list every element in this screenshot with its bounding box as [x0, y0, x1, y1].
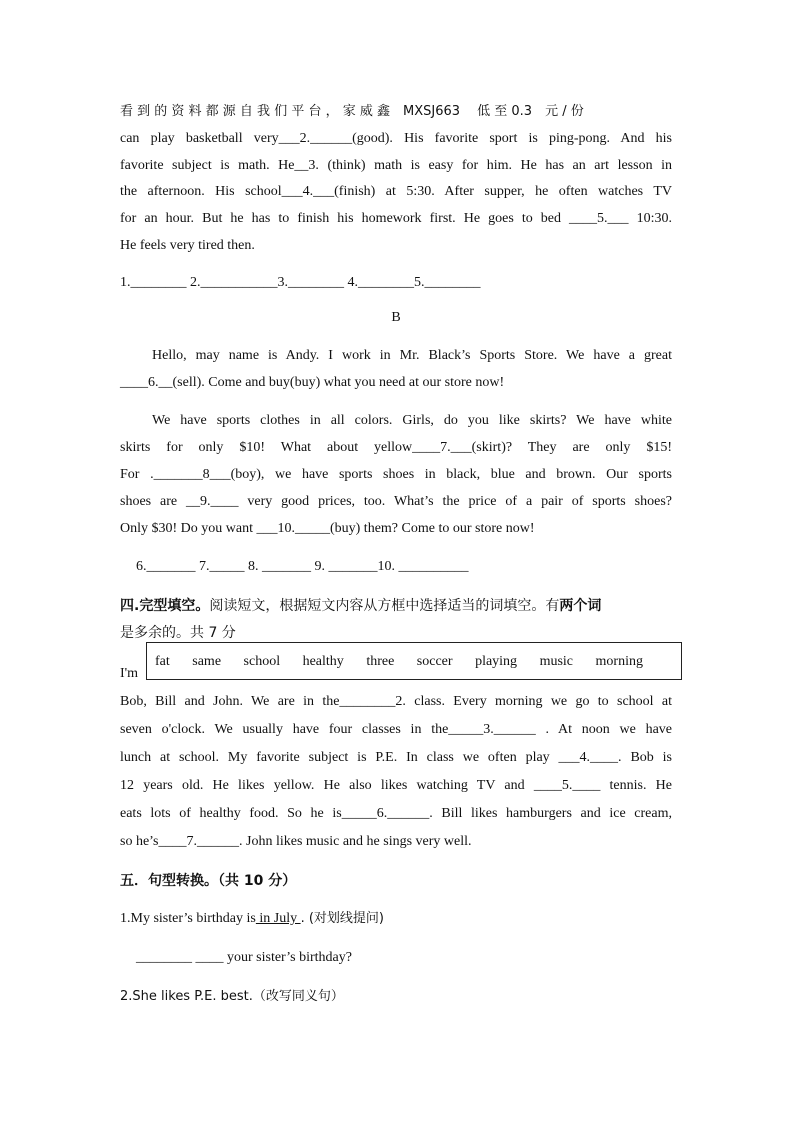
section-4-title-text: 阅读短文，根据短文内容从方框中选择适当的词填空。有 [209, 598, 560, 614]
passage-b-line: For ._______8___(boy), we have sports shoes in black, blue and brown. Our sports [120, 467, 672, 482]
word-bank-item: playing [475, 654, 518, 669]
section-4-title-bold: 四.完型填空。 [120, 598, 210, 614]
question-2: 2.She likes P.E. best.（改写同义句） [120, 989, 344, 1004]
word-bank-item: soccer [416, 654, 453, 669]
answer-blanks-b: 6._______ 7._____ 8. _______ 9. _______10. __________ [136, 559, 469, 574]
word-bank-item: school [243, 654, 281, 669]
question-1-suffix: . (对划线提问) [300, 911, 385, 926]
passage-c-line: seven o'clock. We usually have four classes in the_____3.______ . At noon we have [120, 722, 672, 737]
passage-b-line: Hello, may name is Andy. I work in Mr. Black’s Sports Store. We have a great [152, 348, 672, 363]
passage-a-line: can play basketball very___2.______(good). His favorite sport is ping-pong. And his [120, 131, 672, 146]
passage-a-line: the afternoon. His school___4.___(finish) at 5:30. After supper, he often watches TV [120, 184, 672, 199]
word-bank-item: music [539, 654, 574, 669]
passage-c-line: Bob, Bill and John. We are in the________2. class. Every morning we go to school at [120, 694, 672, 709]
word-bank-item: healthy [302, 654, 344, 669]
question-1-prefix: 1.My sister’s birthday is [120, 911, 256, 926]
section-b-label: B [391, 310, 401, 325]
section-4-title-line2: 是多余的。共 7 分 [120, 625, 236, 641]
passage-b-line: We have sports clothes in all colors. Girls, do you like skirts? We have white [152, 413, 672, 428]
question-1 [120, 910, 672, 928]
im-fragment: I'm [120, 666, 139, 681]
passage-c-line: so he’s____7.______. John likes music and he sings very well. [120, 834, 472, 849]
word-bank-box [146, 642, 682, 680]
answer-blanks-a: 1.________ 2.___________3.________ 4.________5.________ [120, 275, 481, 290]
passage-b-line: Only $30! Do you want ___10._____(buy) them? Come to our store now! [120, 521, 535, 536]
section-4-title [120, 597, 672, 615]
question-1-underlined: in July [255, 911, 301, 926]
passage-b-line: shoes are __9.____ very good prices, too. What’s the price of a pair of sports shoes? [120, 494, 672, 509]
word-bank-item: same [192, 654, 222, 669]
passage-a-line: He feels very tired then. [120, 238, 255, 253]
passage-c-line: lunch at school. My favorite subject is P.E. In class we often play ___4.____. Bob is [120, 750, 672, 765]
word-bank-item: morning [595, 654, 643, 669]
passage-b-line: ____6.__(sell). Come and buy(buy) what you need at our store now! [120, 375, 505, 390]
passage-b-line: skirts for only $10! What about yellow____7.___(skirt)? They are only $15! [120, 440, 672, 455]
word-bank-item: fat [155, 654, 170, 669]
question-1-answer-line: ________ ____ your sister’s birthday? [136, 950, 352, 965]
passage-c-line: eats lots of healthy food. So he is_____6.______. Bill likes hamburgers and ice cream, [120, 806, 672, 821]
word-bank-item: three [366, 654, 395, 669]
passage-a-line: for an hour. But he has to finish his homework first. He goes to bed ____5.___ 10:30. [120, 211, 672, 226]
section-5-title: 五．句型转换。（共 10 分） [120, 873, 297, 889]
header-watermark-line: 看 到 的 资 料 都 源 自 我 们 平 台 ， 家 威 鑫 MXSJ663 低 至 0.3 元 / 份 [120, 104, 584, 119]
passage-c-line: 12 years old. He likes yellow. He also likes watching TV and ____5.____ tennis. He [120, 778, 672, 793]
section-4-title-bold-2: 两个词 [559, 598, 602, 614]
passage-a-line: favorite subject is math. He__3. (think) math is easy for him. He has an art lesson in [120, 158, 672, 173]
